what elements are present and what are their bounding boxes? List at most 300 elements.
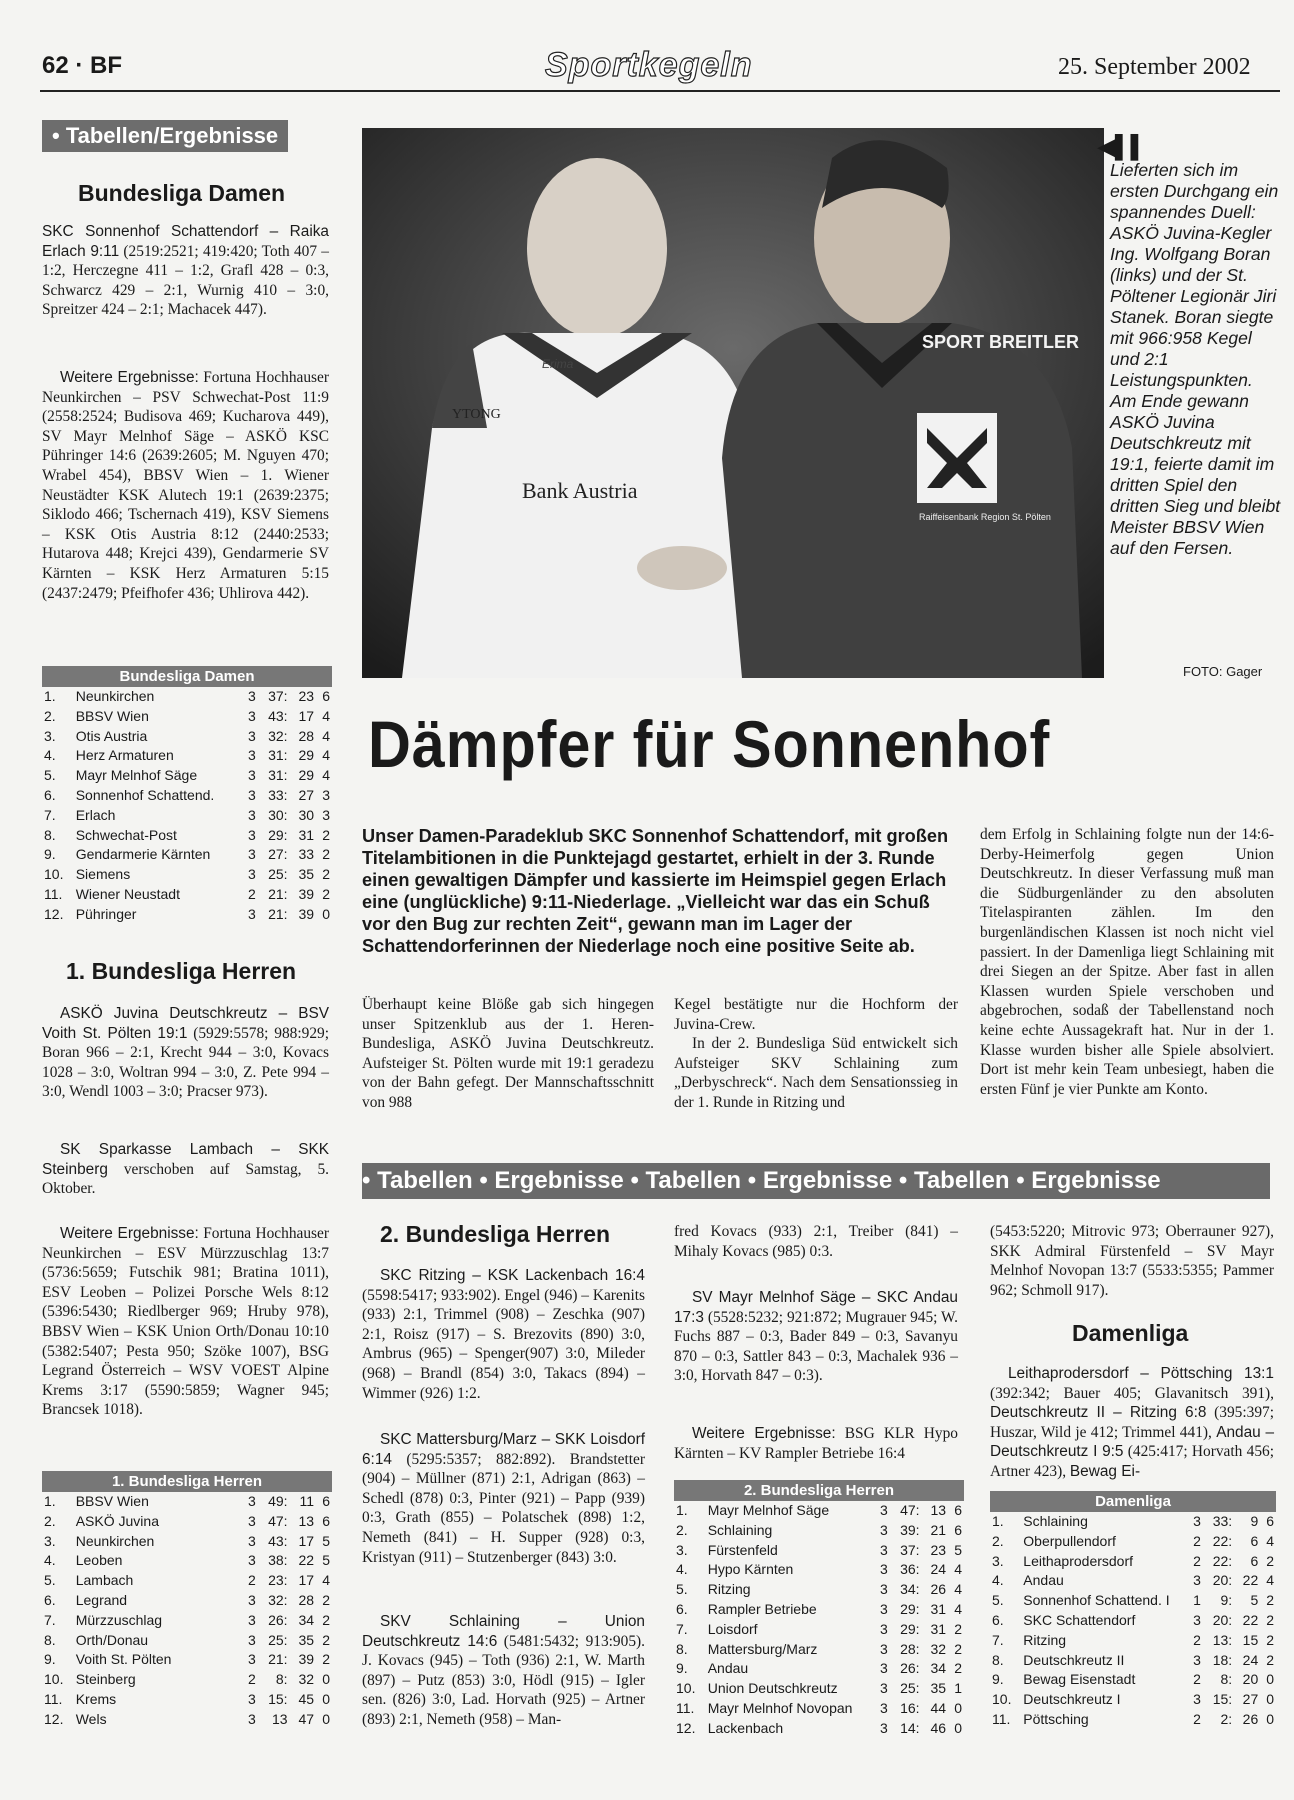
standings-row [42,905,332,925]
header-rule [40,90,1280,92]
standings-score: 4 [322,747,330,764]
standings-games: 3 [248,1493,256,1509]
schlaining-result-title: SKV Schlaining – Union Deutschkreutz 14:6 [362,1613,645,1650]
standings-rank: 4. [992,1572,1004,1589]
standings-row [990,1631,1276,1651]
article-col-2-a: Kegel bestätigte nur die Hochform der Juvina-Crew. [674,996,958,1033]
standings-points-against: 33 [298,846,315,863]
standings-score: 0 [1266,1671,1274,1688]
standings-points-for: 28: [900,1640,920,1657]
standings-score: 2 [322,866,330,883]
standings-rank: 8. [676,1640,688,1657]
standings-rank: 7. [992,1631,1004,1648]
standings-score: 2 [322,1651,330,1668]
standings-score: 2 [1266,1552,1274,1569]
schlaining-result [362,1612,645,1730]
standings-games: 3 [248,905,256,922]
standings-points-for: 25: [268,1631,288,1648]
article-col-2-b: In der 2. Bundesliga Süd entwickelt sich Aufsteiger SKV Schlaining zum „Derbyschreck“. Nach dem Sensationssieg in der 1. Runde in Ritzing und [674,1035,958,1111]
standings-points-for: 29: [268,826,288,843]
standings-row [990,1611,1276,1631]
standings-team: Neunkirchen [75,688,155,704]
standings-games: 3 [248,1651,256,1668]
dl-result-1-title: Leithaprodersdorf – Pöttsching 13:1 [1008,1365,1274,1382]
standings-team: Leoben [75,1552,123,1569]
standings-games: 3 [880,1680,888,1697]
standings-games: 2 [1193,1710,1201,1727]
standings-team: Schlaining [1023,1513,1088,1529]
standings-games: 2 [1193,1671,1201,1688]
standings-games: 3 [248,1631,256,1648]
standings-score: 2 [322,1611,330,1628]
damen-more-title: Weitere Ergebnisse: [60,369,199,386]
standings-score: 2 [1266,1592,1274,1609]
standings-points-against: 47 [298,1710,315,1727]
standings-row [674,1600,964,1620]
standings-team: Mattersburg/Marz [707,1640,818,1657]
standings-points-against: 29 [298,767,315,784]
standings-points-for: 49: [268,1493,288,1509]
standings-points-for: 30: [268,806,288,823]
standings-points-against: 23 [930,1541,947,1558]
saege-result-body: (5528:5232; 921:872; Mugrauer 945; W. Fuchs 887 – 0:3, Bader 849 – 0:3, Savanyu 870 – 0:3, Sattler 843 – 0:3, Machalek 936 – 3:0, Horvath 847 – 0:3). [674,1308,958,1385]
standings-score: 3 [322,806,330,823]
standings-team: Union Deutschkreutz [707,1680,838,1697]
standings-row [42,845,332,865]
standings-team: Mürzzuschlag [75,1611,163,1628]
standings-team: Loisdorf [707,1620,758,1637]
standings-rank: 3. [44,1532,56,1549]
standings-rank: 6. [676,1600,688,1617]
standings-points-for: 13 [271,1710,288,1727]
standings-points-for: 21: [268,1651,288,1668]
standings-row [42,806,332,826]
damen-table-title: Bundesliga Damen [42,666,332,687]
standings-games: 3 [248,786,256,803]
herren2-more-title: Weitere Ergebnisse: [692,1425,836,1442]
damenliga-heading: Damenliga [1072,1320,1189,1346]
standings-row [674,1659,964,1679]
mattersburg-result [362,1430,645,1567]
herren2-standings-table [674,1480,964,1739]
standings-row [674,1560,964,1580]
standings-row [674,1580,964,1600]
standings-points-for: 25: [268,866,288,883]
saege-result-title: SV Mayr Melnhof Säge – SKC Andau 17:3 [674,1289,958,1326]
standings-row [990,1512,1276,1532]
standings-points-for: 26: [268,1611,288,1628]
standings-games: 3 [880,1502,888,1518]
standings-row [42,1611,332,1631]
standings-games: 3 [880,1719,888,1736]
standings-points-against: 24 [930,1561,947,1578]
damen-result-body: (2519:2521; 419:420; Toth 407 – 1:2, Herczegne 411 – 1:2, Grafl 428 – 0:3, Schwarcz 429 – 2:1, Wurnig 410 – 3:0, Spreitzer 424 – 2:1; Machacek 447). [42,242,330,319]
standings-score: 6 [954,1521,962,1538]
damenliga-results [990,1364,1274,1482]
standings-points-against: 31 [930,1620,947,1637]
standings-score: 5 [322,1532,330,1549]
standings-points-for: 8: [1220,1671,1233,1688]
standings-team: Andau [707,1660,749,1677]
standings-points-for: 33: [268,786,288,803]
standings-points-for: 23: [268,1572,288,1589]
standings-points-for: 14: [900,1719,920,1736]
standings-row [42,1591,332,1611]
standings-games: 2 [248,1671,256,1688]
standings-row [42,826,332,846]
standings-rank: 8. [44,826,56,843]
standings-games: 3 [248,707,256,724]
herren1-standings-table [42,1471,332,1730]
standings-score: 4 [322,707,330,724]
standings-row [42,1512,332,1532]
standings-rank: 6. [992,1611,1004,1628]
dl-result-3-title: Andau – Deutschkreutz I 9:5 [990,1423,1274,1461]
standings-score: 2 [1266,1631,1274,1648]
standings-points-for: 39: [900,1521,920,1538]
standings-rank: 2. [992,1532,1004,1549]
standings-team: Rampler Betriebe [707,1600,817,1617]
standings-points-against: 35 [930,1680,947,1697]
herren2-heading: 2. Bundesliga Herren [380,1221,611,1247]
mattersburg-result-body: (5295:5357; 882:892). Brandstetter (904) – Müllner (871) 2:1, Adrigan (863) – Schedl (878) 0:3, Pinter (921) – Papp (939) 0:3, Grath (855) – Polatschek (898) 1:2, Nemeth (841) – H. Supper (928) 0:3, Kristyan (911) – Stutzenberger (843) 3:0. [362,1450,645,1566]
standings-points-for: 25: [900,1680,920,1697]
standings-rank: 1. [44,688,56,704]
standings-points-against: 13 [298,1512,315,1529]
standings-rank: 2. [676,1521,688,1538]
standings-score: 2 [954,1640,962,1657]
standings-rank: 4. [44,1552,56,1569]
standings-rank: 6. [44,1591,56,1608]
standings-row [42,1650,332,1670]
standings-team: Mayr Melnhof Säge [707,1502,830,1518]
standings-row [42,786,332,806]
page-number: 62 · BF [42,52,123,79]
standings-team: Oberpullendorf [1023,1532,1116,1549]
standings-games: 3 [248,1512,256,1529]
standings-games: 3 [1193,1513,1201,1529]
damenliga-table-title: Damenliga [990,1491,1276,1512]
standings-row [990,1651,1276,1671]
standings-team: Steinberg [75,1671,136,1688]
standings-points-for: 15: [268,1690,288,1707]
standings-points-against: 17 [298,707,315,724]
standings-row [42,1631,332,1651]
standings-points-against: 31 [298,826,315,843]
standings-games: 3 [880,1660,888,1677]
standings-points-against: 15 [1242,1631,1259,1648]
herren1-more-title: Weitere Ergebnisse: [60,1225,199,1242]
standings-row [674,1699,964,1719]
standings-points-for: 26: [900,1660,920,1677]
match-photo [362,128,1104,678]
standings-points-for: 8: [275,1671,288,1688]
herren2-more [674,1424,958,1463]
standings-points-for: 27: [268,846,288,863]
standings-points-against: 22 [1242,1611,1259,1628]
standings-games: 2 [248,885,256,902]
dl-result-4-title: Bewag Ei- [1069,1462,1141,1480]
standings-games: 3 [248,866,256,883]
herren2-more-body: BSG KLR Hypo Kärnten – KV Rampler Betriebe 16:4 [674,1425,958,1462]
standings-score: 2 [1266,1611,1274,1628]
standings-team: Schwechat-Post [75,826,177,843]
standings-points-against: 5 [1250,1592,1259,1609]
issue-date: 25. September 2002 [1058,54,1251,80]
standings-team: Sonnenhof Schattend. [75,786,215,803]
saege-result [674,1288,958,1386]
standings-team: Deutschkreutz II [1023,1651,1125,1668]
standings-games: 3 [248,747,256,764]
standings-games: 3 [1193,1611,1201,1628]
standings-row [674,1541,964,1561]
standings-points-for: 21: [268,905,288,922]
standings-score: 0 [322,1671,330,1688]
standings-games: 2 [1193,1631,1201,1648]
standings-points-for: 32: [268,1591,288,1608]
standings-points-against: 32 [930,1640,947,1657]
standings-points-against: 6 [1250,1532,1259,1549]
standings-points-against: 11 [299,1493,315,1509]
standings-team: Neunkirchen [75,1532,155,1549]
standings-games: 3 [1193,1691,1201,1708]
standings-row [42,1492,332,1512]
standings-score: 3 [322,786,330,803]
standings-points-against: 27 [298,786,315,803]
standings-points-for: 20: [1212,1611,1233,1628]
shirt-sponsor-right: SPORT BREITLER [922,332,1080,352]
standings-row [42,766,332,786]
col2-continuation: fred Kovacs (933) 2:1, Treiber (841) – Mihaly Kovacs (985) 0:3. [674,1223,958,1260]
standings-points-against: 45 [298,1690,315,1707]
standings-points-against: 30 [298,806,315,823]
standings-rank: 8. [992,1651,1004,1668]
standings-team: Wels [75,1710,107,1727]
standings-team: Herz Armaturen [75,747,174,764]
damen-standings-table [42,666,332,925]
standings-points-for: 21: [268,885,288,902]
standings-row [674,1719,964,1739]
standings-points-for: 9: [1220,1592,1233,1609]
results-banner: • Tabellen • Ergebnisse • Tabellen • Ergebnisse • Tabellen • Ergebnisse [362,1163,1270,1199]
shirt-sponsor-left: YTONG [452,407,501,422]
standings-score: 4 [954,1561,962,1578]
standings-points-for: 29: [900,1620,920,1637]
standings-row [42,1670,332,1690]
standings-score: 6 [1266,1513,1274,1529]
herren1-result-title: ASKÖ Juvina Deutschkreutz – BSV Voith St. Pölten 19:1 [42,1005,329,1042]
standings-row [42,707,332,727]
photo-illustration [362,128,1104,678]
standings-points-against: 31 [930,1600,947,1617]
ritzing-result-body: (5598:5417; 933:902). Engel (946) – Karenits (933) 2:1, Trimmel (908) – Zeschka (907) 2:1, Roisz (917) – S. Brezovits (890) 3:0, Ambrus (965) – Spenger(907) 3:0, Mileder (968) – Brandl (854) 3:0, Takacs (894) – Wimmer (926) 1:2. [362,1286,645,1402]
shirt-bank-left: Bank Austria [522,478,638,503]
standings-points-against: 35 [298,866,315,883]
standings-row [990,1670,1276,1690]
standings-score: 6 [954,1502,962,1518]
standings-rank: 11. [44,885,63,902]
standings-row [990,1690,1276,1710]
standings-rank: 7. [676,1620,688,1637]
standings-points-for: 15: [1212,1691,1233,1708]
standings-team: Ritzing [1023,1631,1067,1648]
standings-team: Mayr Melnhof Novopan [707,1699,853,1716]
standings-points-against: 6 [1250,1552,1259,1569]
standings-rank: 5. [44,767,56,784]
standings-row [42,1710,332,1730]
standings-row [990,1591,1276,1611]
standings-team: Lackenbach [707,1719,784,1736]
standings-games: 3 [880,1541,888,1558]
standings-team: Andau [1023,1572,1064,1589]
standings-team: Erlach [75,806,116,823]
standings-points-against: 17 [298,1572,315,1589]
standings-team: Lambach [75,1572,134,1589]
standings-score: 0 [1266,1691,1274,1708]
herren1-more [42,1224,329,1420]
damen-result [42,222,329,320]
standings-games: 3 [248,727,256,744]
standings-games: 3 [248,1591,256,1608]
standings-points-against: 32 [298,1671,315,1688]
standings-team: Siemens [75,866,131,883]
standings-score: 0 [322,1690,330,1707]
standings-row [42,1571,332,1591]
standings-points-for: 32: [268,727,288,744]
article-col-1: Überhaupt keine Blöße gab sich hingegen unser Spitzenklub aus der 1. Heren-Bundesliga, ASKÖ Juvina Deutschkreutz. Aufsteiger St. Pölten wurde mit 19:1 geradezu von der Bahn gefegt. Der Mannschaftsschnitt von 988 [362,996,654,1111]
standings-rank: 9. [44,1651,56,1668]
photo-caption: Lieferten sich im ersten Durchgang ein spannendes Duell: ASKÖ Juvina-Kegler Ing. Wolfgang Boran (links) und der St. Pöltener Legionär Jiri Stanek. Boran siegte mit 966:958 Kegel und 2:1 Leistungspunkten. Am Ende gewann ASKÖ Juvina Deutschkreutz mit 19:1, feierte damit im dritten Spiel den dritten Sieg und bleibt Meister BBSV Wien auf den Fersen. [1110,160,1281,558]
standings-rank: 4. [676,1561,688,1578]
standings-points-against: 26 [1242,1710,1259,1727]
standings-rank: 10. [676,1680,696,1697]
standings-games: 3 [880,1600,888,1617]
standings-score: 4 [322,727,330,744]
dl-result-2-body: (395:397; Huszar, Wild je 412; Trimmel 441), [990,1404,1275,1441]
mattersburg-result-title: SKC Mattersburg/Marz – SKK Loisdorf 6:14 [362,1431,645,1468]
standings-points-for: 47: [268,1512,288,1529]
standings-points-for: 37: [900,1541,920,1558]
standings-rank: 10. [44,866,64,883]
lambach-note-title: SK Sparkasse Lambach – SKK Steinberg [42,1141,329,1178]
standings-score: 0 [322,1710,330,1727]
ritzing-result [362,1266,645,1403]
standings-rank: 5. [992,1592,1004,1609]
section-title: Sportkegeln [545,46,753,84]
standings-rank: 5. [676,1581,688,1598]
standings-points-for: 34: [900,1581,920,1598]
standings-games: 2 [1193,1552,1201,1569]
standings-score: 4 [322,1572,330,1589]
standings-score: 0 [322,905,330,922]
standings-row [42,1551,332,1571]
standings-points-against: 29 [298,747,315,764]
standings-points-for: 20: [1212,1572,1233,1589]
standings-row [674,1501,964,1521]
dl-result-2-title: Deutschkreutz II – Ritzing 6:8 [990,1404,1207,1422]
standings-rank: 3. [992,1552,1004,1569]
standings-row [674,1679,964,1699]
standings-score: 4 [1266,1532,1274,1549]
standings-games: 3 [248,826,256,843]
standings-points-against: 39 [298,905,315,922]
standings-rank: 3. [44,727,56,744]
standings-points-for: 31: [268,747,288,764]
standings-points-against: 39 [298,885,315,902]
standings-rank: 9. [44,846,56,863]
standings-points-against: 27 [1242,1691,1259,1708]
standings-team: Gendarmerie Kärnten [75,846,211,863]
standings-rank: 11. [992,1710,1011,1727]
standings-points-for: 16: [900,1699,920,1716]
lambach-note-body: verschoben auf Samstag, 5. Oktober. [42,1160,329,1198]
pointer-arrow-icon: ◀▌▌ [1098,134,1147,159]
standings-team: Deutschkreutz I [1023,1691,1121,1708]
standings-team: Ritzing [707,1581,751,1598]
standings-points-against: 22 [298,1552,315,1569]
standings-games: 3 [248,846,256,863]
standings-row [990,1552,1276,1572]
standings-games: 3 [248,767,256,784]
standings-score: 2 [322,885,330,902]
standings-points-for: 47: [900,1502,920,1518]
shirt-bank-right: Raiffeisenbank Region St. Pölten [919,512,1051,522]
standings-points-against: 44 [930,1699,947,1716]
standings-rank: 3. [676,1541,688,1558]
results-tab: • Tabellen/Ergebnisse [42,120,288,152]
dl-result-1-body: (392:342; Bauer 405; Glavanitsch 391), [990,1384,1274,1402]
standings-score: 2 [322,826,330,843]
standings-points-against: 35 [298,1631,315,1648]
standings-points-against: 28 [298,1591,315,1608]
standings-row [990,1571,1276,1591]
herren1-more-body: Fortuna Hochhauser Neunkirchen – ESV Mürzzuschlag 13:7 (5736:5659; Futschik 981; Bratina 1011), ESV Leoben – Polizei Porsche Wels 8:12 (5396:5430; Riedlberger 969; Hruby 978), BBSV Wien – KSK Union Orth/Donau 10:10 (5382:5407; Pesta 950; Szöke 1007), BSG Legrand Österreich – WSV VOEST Alpine Krems 3:17 (5590:5859; Wagner 945; Brancsek 1018). [42,1225,329,1419]
standings-score: 5 [954,1541,962,1558]
standings-points-against: 22 [1242,1572,1259,1589]
herren2-table-title: 2. Bundesliga Herren [674,1480,964,1501]
standings-score: 0 [954,1719,962,1736]
standings-team: Schlaining [707,1521,773,1538]
standings-team: Wiener Neustadt [75,885,180,902]
standings-rank: 8. [44,1631,56,1648]
standings-score: 6 [322,1493,330,1509]
standings-rank: 2. [44,707,56,724]
standings-points-for: 36: [900,1561,920,1578]
standings-row [42,687,332,707]
standings-score: 4 [954,1600,962,1617]
standings-team: Sonnenhof Schattend. I [1023,1592,1170,1609]
standings-team: Pühringer [75,905,137,922]
standings-team: Pöttsching [1023,1710,1089,1727]
damenliga-standings-table [990,1491,1276,1730]
standings-rank: 5. [44,1572,56,1589]
standings-row [990,1532,1276,1552]
standings-games: 3 [248,1611,256,1628]
standings-points-for: 18: [1212,1651,1233,1668]
standings-points-for: 43: [268,1532,288,1549]
standings-score: 4 [322,767,330,784]
standings-row [42,1532,332,1552]
standings-rank: 12. [676,1719,696,1736]
standings-rank: 4. [44,747,56,764]
standings-team: Hypo Kärnten [707,1561,794,1578]
standings-row [990,1710,1276,1730]
standings-games: 2 [1193,1532,1201,1549]
standings-points-against: 26 [930,1581,947,1598]
standings-row [42,885,332,905]
article-lead: Unser Damen-Paradeklub SKC Sonnenhof Schattendorf, mit großen Titelambitionen in die Punktejagd gestartet, erhielt in der 3. Runde einen gewaltigen Dämpfer und kassierte im Heimspiel gegen Erlach eine (unglückliche) 9:11-Niederlage. „Vielleicht war das ein Schuß vor den Bug zur rechten Zeit“, gewann man im Lager der Schattendorferinnen der Niederlage noch eine positive Seite ab. [362,826,949,956]
standings-row [674,1620,964,1640]
